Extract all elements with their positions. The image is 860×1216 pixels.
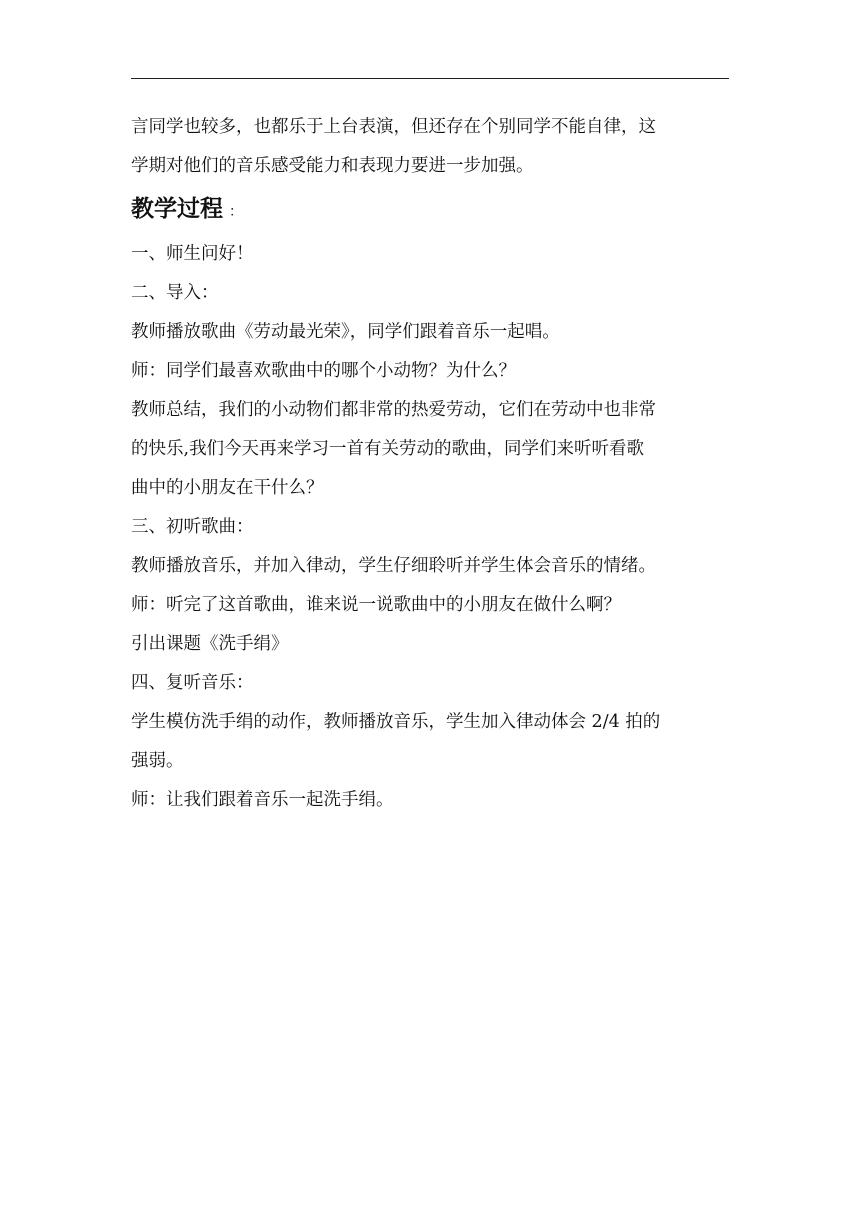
line-summary-2: 的快乐,我们今天再来学习一首有关劳动的歌曲，同学们来听听看歌 xyxy=(131,439,645,459)
line-question-children: 师：听完了这首歌曲，谁来说一说歌曲中的小朋友在做什么啊？ xyxy=(131,595,621,615)
intro-line-1: 言同学也较多，也都乐于上台表演，但还存在个别同学不能自律，这 xyxy=(131,117,656,137)
line-first-listen-heading: 三、初听歌曲： xyxy=(131,517,254,537)
line-question-animal: 师：同学们最喜欢歌曲中的哪个小动物？为什么？ xyxy=(131,361,516,381)
line-summary-1: 教师总结，我们的小动物们都非常的热爱劳动，它们在劳动中也非常 xyxy=(131,400,656,420)
header-rule xyxy=(131,78,729,79)
line-play-song: 教师播放歌曲《劳动最光荣》，同学们跟着音乐一起唱。 xyxy=(131,322,560,342)
line-imitate-2: 强弱。 xyxy=(131,751,184,771)
line-introduce-topic: 引出课题《洗手绢》 xyxy=(131,634,289,654)
line-play-music-rhythm: 教师播放音乐，并加入律动，学生仔细聆听并学生体会音乐的情绪。 xyxy=(131,556,656,576)
section-heading-suffix: ： xyxy=(229,204,243,220)
line-intro-heading: 二、导入： xyxy=(131,283,219,303)
line-second-listen-heading: 四、复听音乐： xyxy=(131,673,254,693)
line-summary-3: 曲中的小朋友在干什么？ xyxy=(131,478,324,498)
section-heading-text: 教学过程 xyxy=(131,196,223,222)
intro-line-2: 学期对他们的音乐感受能力和表现力要进一步加强。 xyxy=(131,156,534,176)
line-wash-together: 师：让我们跟着音乐一起洗手绢。 xyxy=(131,790,394,810)
document-body xyxy=(131,108,731,820)
line-imitate-1: 学生模仿洗手绢的动作，教师播放音乐，学生加入律动体会 2/4 拍的 xyxy=(131,712,661,732)
line-greeting: 一、师生问好！ xyxy=(131,244,254,264)
section-heading xyxy=(131,186,731,235)
